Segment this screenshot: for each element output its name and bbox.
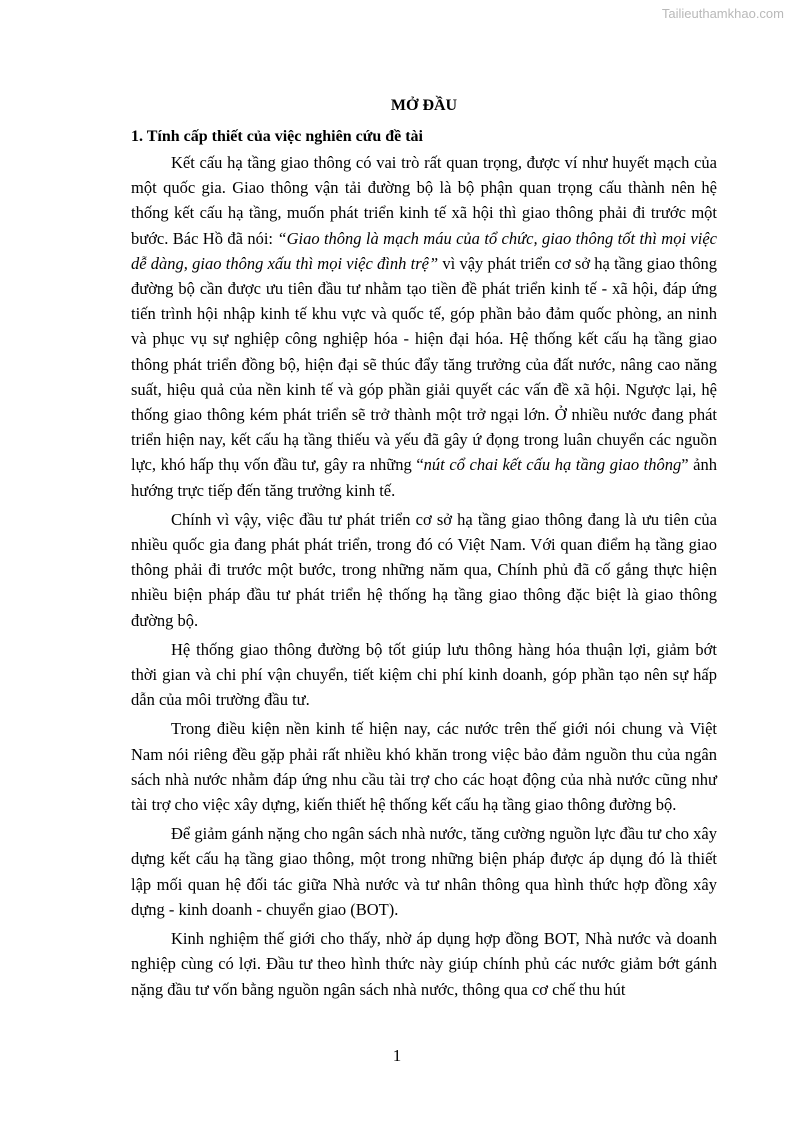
paragraph-5: Để giảm gánh nặng cho ngân sách nhà nước, tăng cường nguồn lực đầu tư cho xây dựng kết cấu hạ tầng giao thông, một trong những biện pháp được áp dụng đó là thiết lập mối quan hệ đối tác giữa Nhà nước và tư nhân thông qua hình thức hợp đồng xây dựng - kinh doanh - chuyển giao (BOT).	[131, 824, 717, 919]
paragraph-1-text-a: Kết cấu hạ tầng giao thông có vai trò rất quan trọng, được ví như huyết mạch của một quốc gia. Giao thông vận tải đường bộ là bộ phận quan trọng cấu thành nên hệ thống kết cấu hạ tầng, muốn phát triển kinh tế xã hội thì giao thông phải đi trước một bước. Bác Hồ đã nói:	[131, 153, 717, 248]
paragraph-3: Hệ thống giao thông đường bộ tốt giúp lưu thông hàng hóa thuận lợi, giảm bớt thời gian và chi phí vận chuyển, tiết kiệm chi phí kinh doanh, góp phần tạo nên sự hấp dẫn của môi trường đầu tư.	[131, 639, 717, 710]
paragraph-6: Kinh nghiệm thế giới cho thấy, nhờ áp dụng hợp đồng BOT, Nhà nước và doanh nghiệp cùng có lợi. Đầu tư theo hình thức này giúp chính phủ các nước giảm bớt gánh nặng đầu tư vốn bằng nguồn ngân sách nhà nước, thông qua cơ chế thu hút	[131, 929, 717, 999]
page-number: 1	[392, 1046, 402, 1065]
paragraph-1-quote-2: nút cổ chai kết cấu hạ tầng giao thông	[423, 455, 682, 475]
section-heading: 1. Tính cấp thiết của việc nghiên cứu đề tài	[131, 128, 423, 145]
paragraph-1-text-c: ” ảnh hướng trực tiếp đến tăng trưởng kinh tế.	[131, 455, 717, 500]
paragraph-1	[131, 150, 717, 503]
document-body	[131, 96, 717, 1006]
paragraph-4: Trong điều kiện nền kinh tế hiện nay, các nước trên thế giới nói chung và Việt Nam nói riêng đều gặp phải rất nhiều khó khăn trong việc bảo đảm nguồn thu của ngân sách nhà nước nhằm đáp ứng nhu cầu tài trợ cho các hoạt động của nhà nước cũng như tài trợ cho việc xây dựng, kiến thiết hệ thống kết cấu hạ tầng giao thông đường bộ.	[131, 719, 717, 815]
paragraph-1-quote: “Giao thông là mạch máu của tổ chức, giao thông tốt thì mọi việc dễ dàng, giao thông xấu thì mọi việc đình trệ”	[131, 228, 717, 273]
watermark: Tailieuthamkhao.com	[661, 6, 784, 21]
page-title: MỞ ĐẦU	[390, 97, 458, 114]
paragraph-2: Chính vì vậy, việc đầu tư phát triển cơ sở hạ tầng giao thông đang là ưu tiên của nhiều quốc gia đang phát phát triển, trong đó có Việt Nam. Với quan điểm hạ tầng giao thông phải đi trước một bước, trong những năm qua, Chính phủ đã cố gắng thực hiện nhiều biện pháp đầu tư phát triển hệ thống hạ tầng giao thông đặc biệt là giao thông đường bộ.	[131, 509, 717, 630]
paragraph-1-text-b: vì vậy phát triển cơ sở hạ tầng giao thông đường bộ cần được ưu tiên đầu tư nhằm tạo tiền đề phát triển kinh tế - xã hội, đáp ứng tiến trình hội nhập kinh tế khu vực và quốc tế, góp phần bảo đảm quốc phòng, an ninh và phục vụ sự nghiệp công nghiệp hóa - hiện đại hóa. Hệ thống kết cấu hạ tầng giao thông phát triển đồng bộ, hiện đại sẽ thúc đẩy tăng trưởng của đất nước, nâng cao năng suất, hiệu quả của nền kinh tế và góp phần giải quyết các vấn đề xã hội. Ngược lại, hệ thống giao thông kém phát triển sẽ trở thành một trở ngại lớn. Ở nhiều nước đang phát triển hiện nay, kết cấu hạ tầng thiếu và yếu đã gây ứ đọng trong luân chuyển các nguồn lực, khó hấp thụ vốn đầu tư, gây ra những “	[131, 253, 717, 475]
